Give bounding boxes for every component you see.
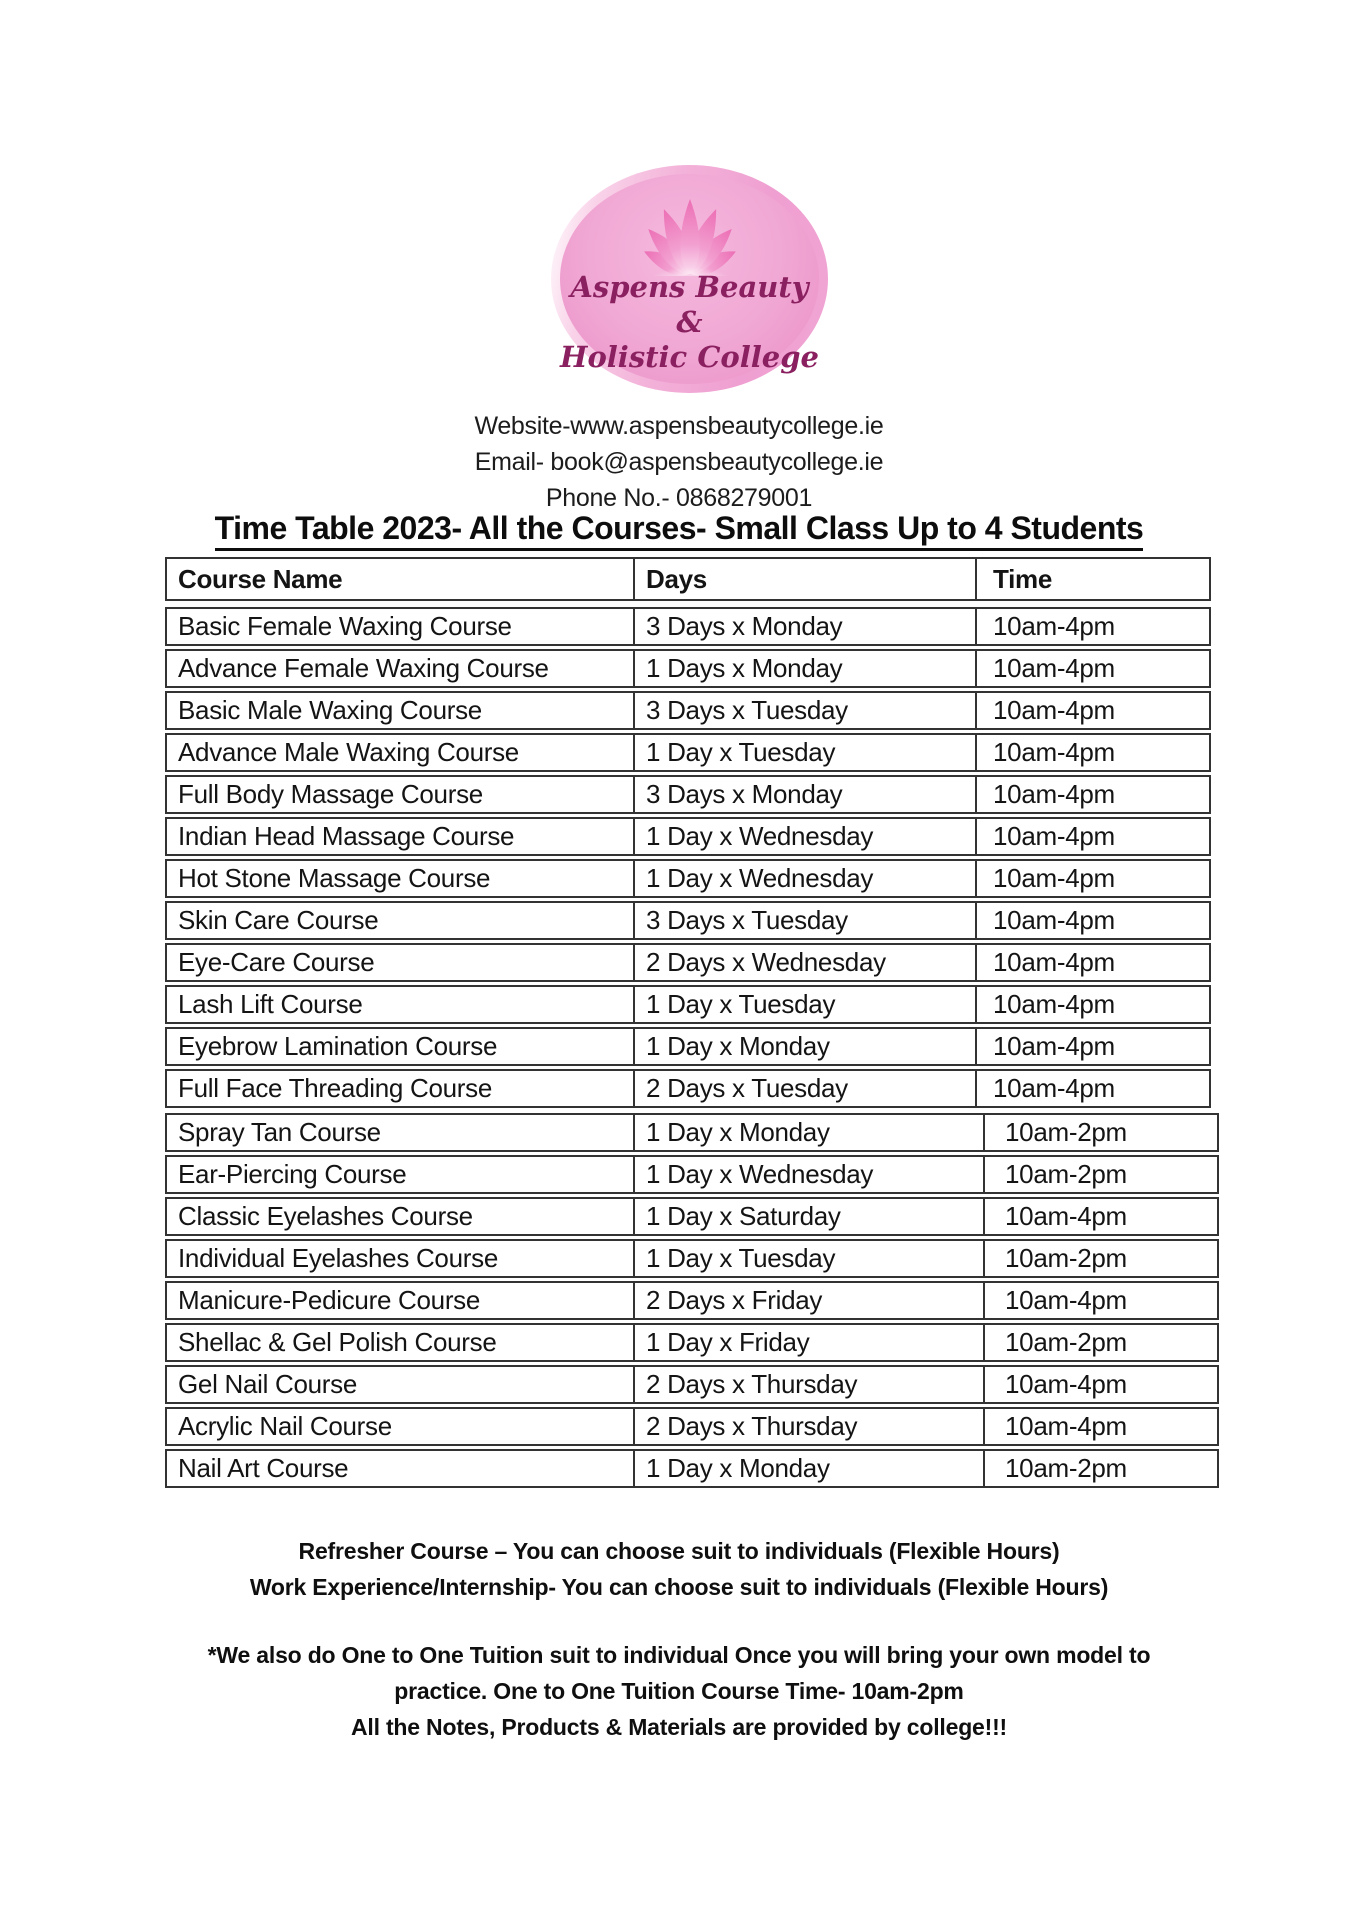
time-cell: 10am-4pm — [983, 1281, 1219, 1320]
table-row — [165, 943, 1219, 982]
table-row — [165, 901, 1219, 940]
time-cell: 10am-4pm — [975, 691, 1211, 730]
course-cell: Basic Male Waxing Course — [165, 691, 635, 730]
days-cell: 3 Days x Tuesday — [633, 901, 977, 940]
table-row — [165, 1365, 1219, 1404]
header-course-name: Course Name — [165, 557, 635, 601]
logo-name-line2: Holistic College — [560, 340, 819, 374]
header-time: Time — [975, 557, 1211, 601]
table-section-2 — [165, 1113, 1219, 1488]
time-cell: 10am-4pm — [975, 775, 1211, 814]
time-cell: 10am-4pm — [983, 1365, 1219, 1404]
time-cell: 10am-2pm — [983, 1113, 1219, 1152]
website-line: Website-www.aspensbeautycollege.ie — [474, 412, 884, 440]
flexible-courses-note — [0, 1533, 1358, 1605]
time-cell: 10am-4pm — [975, 607, 1211, 646]
phone-line: Phone No.- 0868279001 — [545, 484, 813, 512]
course-cell: Individual Eyelashes Course — [165, 1239, 635, 1278]
table-header-row — [165, 557, 1219, 601]
table-row — [165, 1281, 1219, 1320]
table-row — [165, 1113, 1219, 1152]
notes-block — [0, 1533, 1358, 1745]
table-row — [165, 1449, 1219, 1488]
table-row — [165, 1155, 1219, 1194]
time-cell: 10am-2pm — [983, 1155, 1219, 1194]
course-cell: Basic Female Waxing Course — [165, 607, 635, 646]
course-cell: Classic Eyelashes Course — [165, 1197, 635, 1236]
title-row — [0, 510, 1358, 551]
days-cell: 2 Days x Friday — [633, 1281, 985, 1320]
days-cell: 1 Day x Friday — [633, 1323, 985, 1362]
one-to-one-note — [0, 1637, 1358, 1745]
course-cell: Gel Nail Course — [165, 1365, 635, 1404]
one-to-one-line1: *We also do One to One Tuition suit to individual Once you will bring your own model to — [207, 1642, 1151, 1668]
course-cell: Advance Male Waxing Course — [165, 733, 635, 772]
days-cell: 2 Days x Thursday — [633, 1407, 985, 1446]
table-row — [165, 607, 1219, 646]
days-cell: 1 Day x Tuesday — [633, 733, 977, 772]
days-cell: 2 Days x Thursday — [633, 1365, 985, 1404]
time-cell: 10am-4pm — [983, 1407, 1219, 1446]
course-cell: Manicure-Pedicure Course — [165, 1281, 635, 1320]
table-row — [165, 817, 1219, 856]
timetable — [165, 557, 1219, 1488]
table-row — [165, 985, 1219, 1024]
course-cell: Acrylic Nail Course — [165, 1407, 635, 1446]
time-cell: 10am-4pm — [975, 1027, 1211, 1066]
course-cell: Indian Head Massage Course — [165, 817, 635, 856]
days-cell: 1 Day x Tuesday — [633, 1239, 985, 1278]
one-to-one-line2: practice. One to One Tuition Course Time- 10am-2pm — [394, 1678, 964, 1704]
refresher-course-line: Refresher Course – You can choose suit to individuals (Flexible Hours) — [298, 1538, 1060, 1564]
time-cell: 10am-4pm — [975, 817, 1211, 856]
course-cell: Advance Female Waxing Course — [165, 649, 635, 688]
course-cell: Eyebrow Lamination Course — [165, 1027, 635, 1066]
table-row — [165, 1027, 1219, 1066]
course-cell: Spray Tan Course — [165, 1113, 635, 1152]
days-cell: 1 Day x Wednesday — [633, 1155, 985, 1194]
contact-block — [0, 408, 1358, 516]
table-row — [165, 1069, 1219, 1108]
course-cell: Shellac & Gel Polish Course — [165, 1323, 635, 1362]
days-cell: 1 Days x Monday — [633, 649, 977, 688]
time-cell: 10am-4pm — [975, 1069, 1211, 1108]
days-cell: 1 Day x Tuesday — [633, 985, 977, 1024]
days-cell: 1 Day x Saturday — [633, 1197, 985, 1236]
header-days: Days — [633, 557, 977, 601]
table-row — [165, 859, 1219, 898]
table-row — [165, 691, 1219, 730]
time-cell: 10am-4pm — [975, 943, 1211, 982]
time-cell: 10am-2pm — [983, 1449, 1219, 1488]
logo-name-line1: Aspens Beauty & — [570, 270, 809, 339]
table-row — [165, 1407, 1219, 1446]
time-cell: 10am-4pm — [975, 649, 1211, 688]
time-cell: 10am-4pm — [975, 985, 1211, 1024]
logo-oval — [560, 174, 819, 384]
time-cell: 10am-4pm — [983, 1197, 1219, 1236]
email-line: Email- book@aspensbeautycollege.ie — [474, 448, 884, 476]
days-cell: 1 Day x Wednesday — [633, 859, 977, 898]
course-cell: Eye-Care Course — [165, 943, 635, 982]
course-cell: Full Face Threading Course — [165, 1069, 635, 1108]
page-title: Time Table 2023- All the Courses- Small Class Up to 4 Students — [215, 510, 1144, 551]
table-row — [165, 1197, 1219, 1236]
days-cell: 2 Days x Wednesday — [633, 943, 977, 982]
course-cell: Ear-Piercing Course — [165, 1155, 635, 1194]
lotus-flower-icon — [605, 190, 775, 276]
days-cell: 3 Days x Monday — [633, 607, 977, 646]
table-row — [165, 1323, 1219, 1362]
table-row — [165, 733, 1219, 772]
days-cell: 3 Days x Tuesday — [633, 691, 977, 730]
college-logo — [551, 165, 828, 393]
time-cell: 10am-4pm — [975, 901, 1211, 940]
course-cell: Nail Art Course — [165, 1449, 635, 1488]
days-cell: 2 Days x Tuesday — [633, 1069, 977, 1108]
time-cell: 10am-2pm — [983, 1323, 1219, 1362]
time-cell: 10am-2pm — [983, 1239, 1219, 1278]
course-cell: Skin Care Course — [165, 901, 635, 940]
table-row — [165, 775, 1219, 814]
days-cell: 1 Day x Wednesday — [633, 817, 977, 856]
time-cell: 10am-4pm — [975, 733, 1211, 772]
time-cell: 10am-4pm — [975, 859, 1211, 898]
table-section-1 — [165, 607, 1219, 1108]
days-cell: 1 Day x Monday — [633, 1113, 985, 1152]
days-cell: 3 Days x Monday — [633, 775, 977, 814]
table-row — [165, 1239, 1219, 1278]
work-experience-line: Work Experience/Internship- You can choose suit to individuals (Flexible Hours) — [249, 1574, 1109, 1600]
table-row — [165, 649, 1219, 688]
course-cell: Hot Stone Massage Course — [165, 859, 635, 898]
materials-line: All the Notes, Products & Materials are provided by college!!! — [350, 1714, 1008, 1740]
days-cell: 1 Day x Monday — [633, 1449, 985, 1488]
course-cell: Full Body Massage Course — [165, 775, 635, 814]
course-cell: Lash Lift Course — [165, 985, 635, 1024]
days-cell: 1 Day x Monday — [633, 1027, 977, 1066]
